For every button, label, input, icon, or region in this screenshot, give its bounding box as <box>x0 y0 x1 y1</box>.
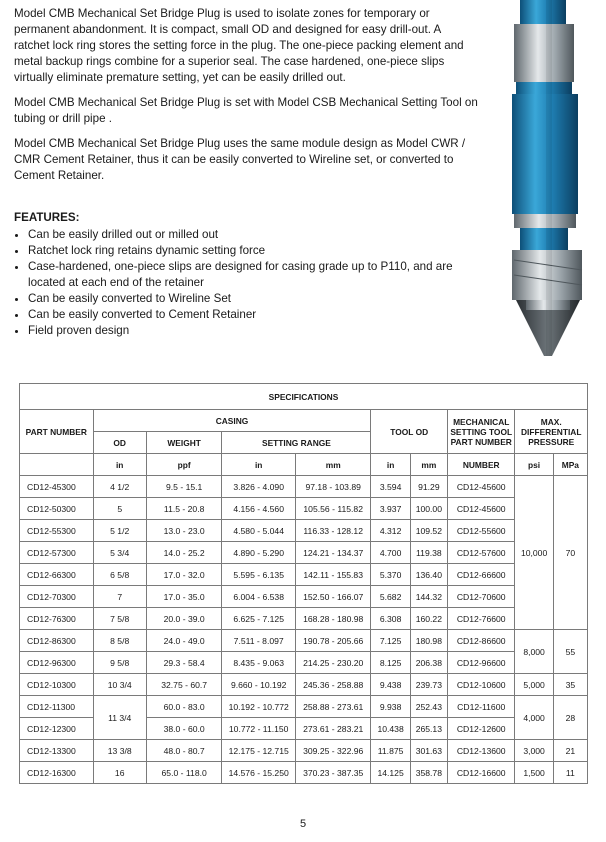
cell-mech-part-number: CD12-11600 <box>447 696 514 718</box>
unit-weight-ppf: ppf <box>146 454 222 476</box>
cell-range-mm: 190.78 - 205.66 <box>295 630 371 652</box>
unit-mech-number: NUMBER <box>447 454 514 476</box>
cell-mech-part-number: CD12-45600 <box>447 476 514 498</box>
cell-od: 16 <box>93 762 146 784</box>
cell-part-number: CD12-50300 <box>20 498 94 520</box>
upper-slips <box>514 24 574 82</box>
cell-tool-mm: 265.13 <box>410 718 447 740</box>
cell-weight: 14.0 - 25.2 <box>146 542 222 564</box>
cell-tool-in: 5.370 <box>371 564 410 586</box>
cell-tool-mm: 100.00 <box>410 498 447 520</box>
header-tool-od: TOOL OD <box>371 410 448 454</box>
cell-tool-in: 5.682 <box>371 586 410 608</box>
cell-tool-mm: 180.98 <box>410 630 447 652</box>
cell-pressure-psi: 8,000 <box>515 630 553 674</box>
cell-mech-part-number: CD12-55600 <box>447 520 514 542</box>
cell-mech-part-number: CD12-12600 <box>447 718 514 740</box>
unit-tool-mm: mm <box>410 454 447 476</box>
intro-paragraph-3: Model CMB Mechanical Set Bridge Plug uses the same module design as Model CWR / CMR Cement Retainer, thus it can be easily converted to Wireline set, or converted to Cement Retainer. <box>14 137 466 182</box>
cell-tool-in: 4.700 <box>371 542 410 564</box>
cell-mech-part-number: CD12-13600 <box>447 740 514 762</box>
header-setting-range: SETTING RANGE <box>222 432 371 454</box>
table-row <box>20 586 588 608</box>
packing-element <box>512 94 578 214</box>
lower-backup-ring <box>514 214 576 228</box>
cell-part-number: CD12-11300 <box>20 696 94 718</box>
cell-tool-in: 14.125 <box>371 762 410 784</box>
cell-weight: 60.0 - 83.0 <box>146 696 222 718</box>
cell-od: 9 5/8 <box>93 652 146 674</box>
cell-part-number: CD12-70300 <box>20 586 94 608</box>
header-weight: WEIGHT <box>146 432 222 454</box>
cell-pressure-mpa: 70 <box>553 476 587 630</box>
cell-tool-mm: 358.78 <box>410 762 447 784</box>
features-section <box>14 210 484 339</box>
cell-mech-part-number: CD12-57600 <box>447 542 514 564</box>
features-list <box>14 227 484 339</box>
cell-part-number: CD12-45300 <box>20 476 94 498</box>
table-row <box>20 630 588 652</box>
unit-tool-in: in <box>371 454 410 476</box>
cell-mech-part-number: CD12-10600 <box>447 674 514 696</box>
page-number: 5 <box>299 818 307 830</box>
cell-pressure-psi: 4,000 <box>515 696 553 740</box>
cell-range-mm: 258.88 - 273.61 <box>295 696 371 718</box>
cell-tool-in: 9.438 <box>371 674 410 696</box>
feature-item: • Can be easily converted to Cement Retainer <box>28 307 484 323</box>
cell-tool-mm: 239.73 <box>410 674 447 696</box>
table-row <box>20 696 588 718</box>
table-row <box>20 674 588 696</box>
cell-range-in: 3.826 - 4.090 <box>222 476 296 498</box>
cell-tool-mm: 160.22 <box>410 608 447 630</box>
cell-part-number: CD12-10300 <box>20 674 94 696</box>
unit-part-spacer <box>20 454 94 476</box>
feature-item: • Case-hardened, one-piece slips are designed for casing grade up to P110, and are located at each end of the retainer <box>28 259 484 291</box>
cell-od: 6 5/8 <box>93 564 146 586</box>
table-row <box>20 608 588 630</box>
cell-part-number: CD12-76300 <box>20 608 94 630</box>
cell-pressure-psi: 10,000 <box>515 476 553 630</box>
cell-range-mm: 152.50 - 166.07 <box>295 586 371 608</box>
unit-mpa: MPa <box>553 454 587 476</box>
table-row <box>20 520 588 542</box>
cell-range-mm: 273.61 - 283.21 <box>295 718 371 740</box>
cell-pressure-mpa: 35 <box>553 674 587 696</box>
feature-item: • Can be easily drilled out or milled out <box>28 227 484 243</box>
cell-od: 5 <box>93 498 146 520</box>
cell-tool-in: 9.938 <box>371 696 410 718</box>
cell-range-in: 10.192 - 10.772 <box>222 696 296 718</box>
cell-part-number: CD12-55300 <box>20 520 94 542</box>
unit-od-in: in <box>93 454 146 476</box>
cell-range-in: 6.625 - 7.125 <box>222 608 296 630</box>
cell-range-in: 5.595 - 6.135 <box>222 564 296 586</box>
table-row <box>20 498 588 520</box>
cell-od: 13 3/8 <box>93 740 146 762</box>
cell-part-number: CD12-16300 <box>20 762 94 784</box>
cell-weight: 24.0 - 49.0 <box>146 630 222 652</box>
cell-part-number: CD12-86300 <box>20 630 94 652</box>
upper-ring <box>516 82 572 94</box>
intro-text <box>14 6 479 193</box>
cell-weight: 38.0 - 60.0 <box>146 718 222 740</box>
lower-cone <box>520 228 568 250</box>
cell-mech-part-number: CD12-70600 <box>447 586 514 608</box>
cell-tool-in: 4.312 <box>371 520 410 542</box>
table-row <box>20 762 588 784</box>
cell-part-number: CD12-96300 <box>20 652 94 674</box>
cell-mech-part-number: CD12-45600 <box>447 498 514 520</box>
cell-range-in: 4.890 - 5.290 <box>222 542 296 564</box>
cell-weight: 17.0 - 35.0 <box>146 586 222 608</box>
intro-paragraph-2: Model CMB Mechanical Set Bridge Plug is set with Model CSB Mechanical Setting Tool on tubing or drill pipe . <box>14 96 478 125</box>
cell-part-number: CD12-12300 <box>20 718 94 740</box>
cell-pressure-psi: 1,500 <box>515 762 553 784</box>
cell-weight: 65.0 - 118.0 <box>146 762 222 784</box>
cell-tool-mm: 206.38 <box>410 652 447 674</box>
table-row <box>20 740 588 762</box>
cell-range-mm: 142.11 - 155.83 <box>295 564 371 586</box>
feature-item: • Field proven design <box>28 323 484 339</box>
cell-tool-in: 10.438 <box>371 718 410 740</box>
cell-tool-in: 3.594 <box>371 476 410 498</box>
header-mechanical-setting-tool: MECHANICAL SETTING TOOL PART NUMBER <box>447 410 514 454</box>
table-row <box>20 542 588 564</box>
cell-tool-in: 3.937 <box>371 498 410 520</box>
table-row <box>20 652 588 674</box>
cell-mech-part-number: CD12-16600 <box>447 762 514 784</box>
table-body <box>20 476 588 784</box>
cell-tool-mm: 91.29 <box>410 476 447 498</box>
cell-range-in: 6.004 - 6.538 <box>222 586 296 608</box>
cell-pressure-mpa: 11 <box>553 762 587 784</box>
cell-pressure-mpa: 55 <box>553 630 587 674</box>
cell-tool-mm: 301.63 <box>410 740 447 762</box>
intro-paragraph-1: Model CMB Mechanical Set Bridge Plug is used to isolate zones for temporary or permanent abandonment. It is compact, small OD and designed for easy drill-out. A ratchet lock ring stores the setting force in the plug. The one-piece packing element and metal backup rings combine for a superior seal. The case hardened, one-piece slips virtually eliminate premature setting, yet can be easily drilled out. <box>14 7 464 84</box>
header-max-differential-pressure: MAX. DIFFERENTIAL PRESSURE <box>515 410 588 454</box>
cell-od: 7 5/8 <box>93 608 146 630</box>
cell-range-mm: 105.56 - 115.82 <box>295 498 371 520</box>
cell-range-in: 12.175 - 12.715 <box>222 740 296 762</box>
cell-mech-part-number: CD12-76600 <box>447 608 514 630</box>
cell-tool-in: 7.125 <box>371 630 410 652</box>
cell-part-number: CD12-13300 <box>20 740 94 762</box>
unit-range-in: in <box>222 454 296 476</box>
cell-weight: 32.75 - 60.7 <box>146 674 222 696</box>
cell-weight: 48.0 - 80.7 <box>146 740 222 762</box>
cell-od: 11 3/4 <box>93 696 146 740</box>
header-part-number: PART NUMBER <box>20 410 94 454</box>
cell-tool-in: 6.308 <box>371 608 410 630</box>
cell-od: 7 <box>93 586 146 608</box>
feature-item: • Ratchet lock ring retains dynamic setting force <box>28 243 484 259</box>
feature-item: • Can be easily converted to Wireline Set <box>28 291 484 307</box>
cell-range-mm: 245.36 - 258.88 <box>295 674 371 696</box>
cell-part-number: CD12-57300 <box>20 542 94 564</box>
cell-pressure-psi: 5,000 <box>515 674 553 696</box>
cell-od: 8 5/8 <box>93 630 146 652</box>
cell-range-in: 9.660 - 10.192 <box>222 674 296 696</box>
cell-mech-part-number: CD12-86600 <box>447 630 514 652</box>
cell-range-in: 4.580 - 5.044 <box>222 520 296 542</box>
cell-tool-mm: 144.32 <box>410 586 447 608</box>
cell-tool-mm: 136.40 <box>410 564 447 586</box>
cell-part-number: CD12-66300 <box>20 564 94 586</box>
cell-weight: 29.3 - 58.4 <box>146 652 222 674</box>
cell-pressure-mpa: 28 <box>553 696 587 740</box>
cell-weight: 11.5 - 20.8 <box>146 498 222 520</box>
cell-weight: 17.0 - 32.0 <box>146 564 222 586</box>
cell-range-mm: 309.25 - 322.96 <box>295 740 371 762</box>
specifications-table <box>19 383 588 784</box>
cell-range-mm: 370.23 - 387.35 <box>295 762 371 784</box>
table-title: SPECIFICATIONS <box>20 384 588 410</box>
cell-range-in: 7.511 - 8.097 <box>222 630 296 652</box>
bridge-plug-illustration <box>502 0 606 360</box>
cell-range-mm: 97.18 - 103.89 <box>295 476 371 498</box>
cell-range-in: 10.772 - 11.150 <box>222 718 296 740</box>
cell-pressure-psi: 3,000 <box>515 740 553 762</box>
cell-tool-mm: 252.43 <box>410 696 447 718</box>
features-heading: FEATURES: <box>14 211 80 224</box>
cell-range-in: 14.576 - 15.250 <box>222 762 296 784</box>
cell-range-mm: 124.21 - 134.37 <box>295 542 371 564</box>
header-od: OD <box>93 432 146 454</box>
cell-od: 5 1/2 <box>93 520 146 542</box>
cell-range-mm: 116.33 - 128.12 <box>295 520 371 542</box>
cell-pressure-mpa: 21 <box>553 740 587 762</box>
cell-tool-in: 8.125 <box>371 652 410 674</box>
table-row <box>20 564 588 586</box>
top-sub <box>520 0 566 24</box>
cell-weight: 13.0 - 23.0 <box>146 520 222 542</box>
cell-range-in: 8.435 - 9.063 <box>222 652 296 674</box>
cell-range-mm: 168.28 - 180.98 <box>295 608 371 630</box>
cell-tool-mm: 119.38 <box>410 542 447 564</box>
table-row <box>20 476 588 498</box>
unit-range-mm: mm <box>295 454 371 476</box>
cell-weight: 9.5 - 15.1 <box>146 476 222 498</box>
cell-weight: 20.0 - 39.0 <box>146 608 222 630</box>
cell-range-in: 4.156 - 4.560 <box>222 498 296 520</box>
header-casing: CASING <box>93 410 371 432</box>
unit-psi: psi <box>515 454 553 476</box>
cell-mech-part-number: CD12-66600 <box>447 564 514 586</box>
cell-range-mm: 214.25 - 230.20 <box>295 652 371 674</box>
cell-tool-in: 11.875 <box>371 740 410 762</box>
cell-mech-part-number: CD12-96600 <box>447 652 514 674</box>
cell-od: 4 1/2 <box>93 476 146 498</box>
cell-tool-mm: 109.52 <box>410 520 447 542</box>
cell-od: 5 3/4 <box>93 542 146 564</box>
cell-od: 10 3/4 <box>93 674 146 696</box>
